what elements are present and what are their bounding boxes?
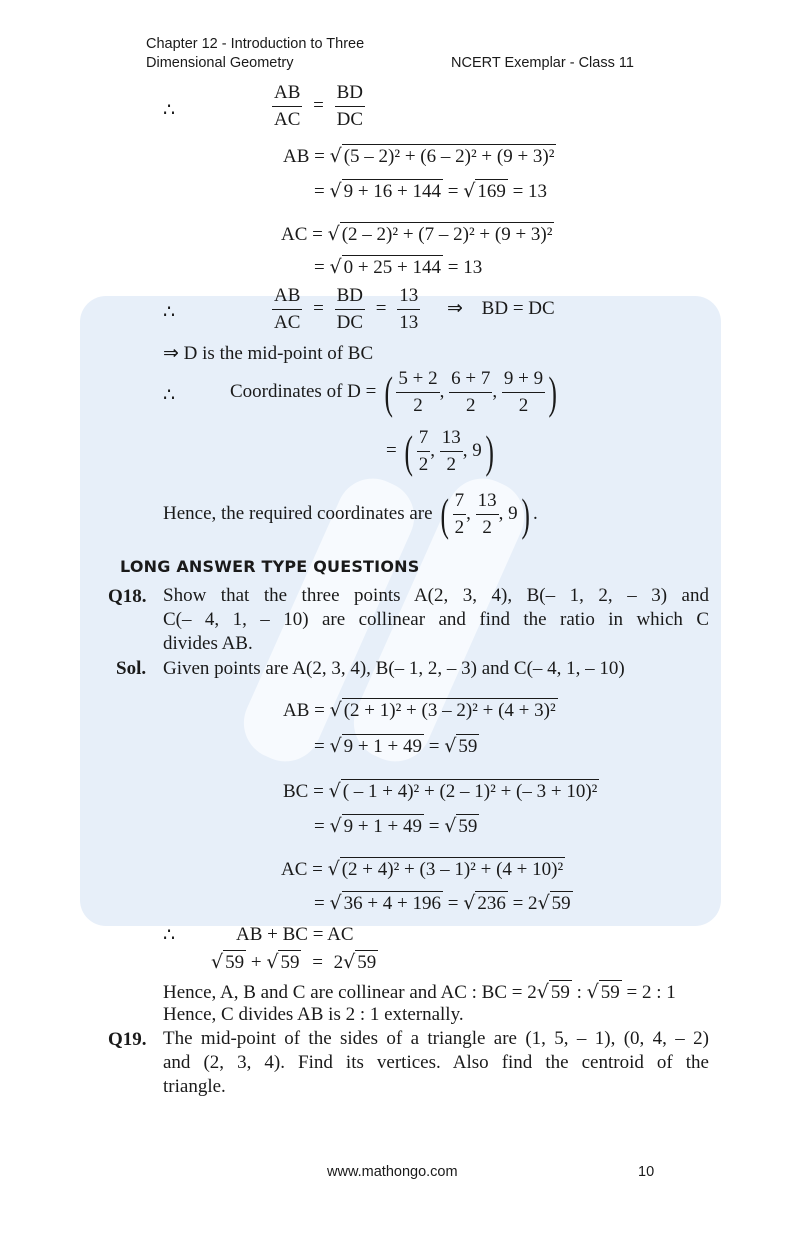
therefore-symbol-2: ∴ xyxy=(163,302,176,323)
required-coordinates-line: Hence, the required coordinates are ( $\frac{7}{2}$ , $\frac{13}{2}$ , 9) . xyxy=(163,488,538,540)
therefore-symbol-3: ∴ xyxy=(163,385,176,406)
section-heading: LONG ANSWER TYPE QUESTIONS xyxy=(120,557,420,576)
midpoint-statement: ⇒ D is the mid-point of BC xyxy=(163,343,374,364)
footer-website: www.mathongo.com xyxy=(327,1164,458,1180)
coordinates-of-d-result: = ( $\frac{7}{2}$ , $\frac{13}{2}$ , 9) xyxy=(386,425,494,477)
sol18-sum-line: AB + BC = AC xyxy=(236,924,354,945)
q18-text: Show that the three points A(2, 3, 4), B(– 1, 2, – 3) and C(– 4, 1, – 10) are collinear and find the ratio in which C divides AB. xyxy=(163,585,709,654)
ac-distance-line: AC = √ (2 – 2)² + (7 – 2)² + (9 + 3)² xyxy=(281,223,553,245)
sol18-bc-line: BC = √ ( – 1 + 4)² + (2 – 1)² + (– 3 + 10)² xyxy=(283,780,598,802)
coordinates-of-d-line: Coordinates of D = ( $\frac{5 + 2}{2}$ , $\frac{6 + 7}{2}$ , $\frac{9 + 9}{2}$ ) xyxy=(230,366,557,418)
ab-distance-line: AB = √ (5 – 2)² + (6 – 2)² + (9 + 3)² xyxy=(283,145,555,167)
ratio-equation-1: $\frac{AB}{AC}$ = $\frac{BD}{DC}$ xyxy=(274,82,364,130)
sol18-bc-step: = √ 9 + 1 + 49 = √ 59 xyxy=(314,815,478,837)
sol18-ab-line: AB = √ (2 + 1)² + (3 – 2)² + (4 + 3)² xyxy=(283,699,556,721)
q19-label: Q19. xyxy=(108,1029,147,1050)
q19-text: The mid-point of the sides of a triangle are (1, 5, – 1), (0, 4, – 2) and (2, 3, 4). Find its vertices. Also find the centroid of the triangle. xyxy=(163,1028,709,1097)
sol18-given: Given points are A(2, 3, 4), B(– 1, 2, – 3) and C(– 4, 1, – 10) xyxy=(163,658,625,679)
sol18-conclusion-1: Hence, A, B and C are collinear and AC : BC = 2√ 59 : √ 59 = 2 : 1 xyxy=(163,981,676,1003)
header-book-title: NCERT Exemplar - Class 11 xyxy=(451,55,634,71)
header-chapter-line2: Dimensional Geometry xyxy=(146,55,294,71)
footer-page-number: 10 xyxy=(638,1164,655,1180)
therefore-symbol: ∴ xyxy=(163,100,176,121)
sol18-label: Sol. xyxy=(116,658,147,679)
ratio-equation-2: $\frac{AB}{AC}$ = $\frac{BD}{DC}$ = $\frac{13}{13}$ ⇒ BD = DC xyxy=(274,285,555,333)
sol18-ac-line: AC = √ (2 + 4)² + (3 – 1)² + (4 + 10)² xyxy=(281,858,564,880)
header-chapter-line1: Chapter 12 - Introduction to Three xyxy=(146,36,365,52)
sol18-conclusion-2: Hence, C divides AB is 2 : 1 externally. xyxy=(163,1004,464,1025)
sol18-ab-step: = √ 9 + 1 + 49 = √ 59 xyxy=(314,735,478,757)
sol18-ac-step: = √ 36 + 4 + 196 = √ 236 = 2√ 59 xyxy=(314,892,571,914)
therefore-symbol-4: ∴ xyxy=(163,925,176,946)
ab-distance-step: = √ 9 + 16 + 144 = √ 169 = 13 xyxy=(314,180,548,202)
q18-label: Q18. xyxy=(108,586,147,607)
ac-distance-step: = √ 0 + 25 + 144 = 13 xyxy=(314,256,483,278)
sol18-sum-roots: √ 59 + √ 59 = 2√ 59 xyxy=(211,951,377,973)
